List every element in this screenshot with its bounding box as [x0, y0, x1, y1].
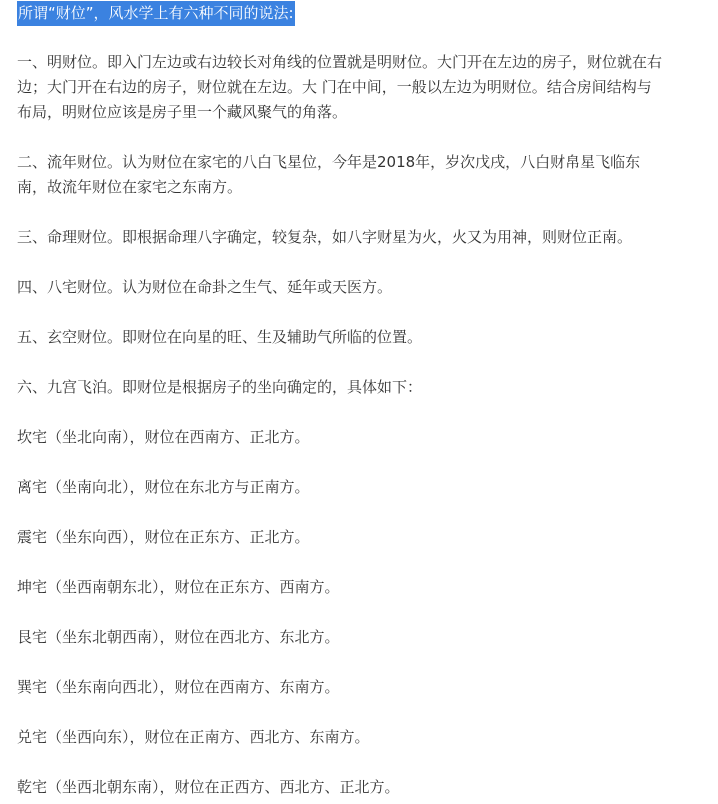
list-item-qian: 乾宅（坐西北朝东南），财位在正西方、西北方、正北方。 [17, 778, 400, 796]
paragraph-4: 四、八宅财位。认为财位在命卦之生气、延年或天医方。 [17, 278, 393, 296]
highlighted-heading: 所谓“财位”，风水学上有六种不同的说法: [17, 1, 295, 26]
paragraph-1-line-2: 边；大门开在右边的房子，财位就在左边。大 门在中间，一般以左边为明财位。结合房间结构与 [17, 78, 652, 96]
paragraph-1-line-3: 布局，明财位应该是房子里一个藏风聚气的角落。 [17, 103, 348, 121]
list-item-gen: 艮宅（坐东北朝西南），财位在西北方、东北方。 [17, 628, 340, 646]
paragraph-5: 五、玄空财位。即财位在向星的旺、生及辅助气所临的位置。 [17, 328, 423, 346]
list-item-kan: 坎宅（坐北向南），财位在西南方、正北方。 [17, 428, 310, 446]
list-item-kun: 坤宅（坐西南朝东北），财位在正东方、西南方。 [17, 578, 340, 596]
paragraph-2-line-1: 二、流年财位。认为财位在家宅的八白飞星位，今年是2018年，岁次戊戌，八白财帛星飞临东 [17, 153, 641, 171]
paragraph-1-line-1: 一、明财位。即入门左边或右边较长对角线的位置就是明财位。大门开在左边的房子，财位就在右 [17, 53, 663, 71]
list-item-li: 离宅（坐南向北），财位在东北方与正南方。 [17, 478, 310, 496]
paragraph-2-line-2: 南，故流年财位在家宅之东南方。 [17, 178, 243, 196]
paragraph-6: 六、九宫飞泊。即财位是根据房子的坐向确定的，具体如下： [17, 378, 423, 396]
paragraph-3: 三、命理财位。即根据命理八字确定，较复杂，如八字财星为火，火又为用神，则财位正南。 [17, 228, 633, 246]
list-item-zhen: 震宅（坐东向西），财位在正东方、正北方。 [17, 528, 310, 546]
list-item-dui: 兑宅（坐西向东），财位在正南方、西北方、东南方。 [17, 728, 370, 746]
list-item-xun: 巽宅（坐东南向西北），财位在西南方、东南方。 [17, 678, 340, 696]
